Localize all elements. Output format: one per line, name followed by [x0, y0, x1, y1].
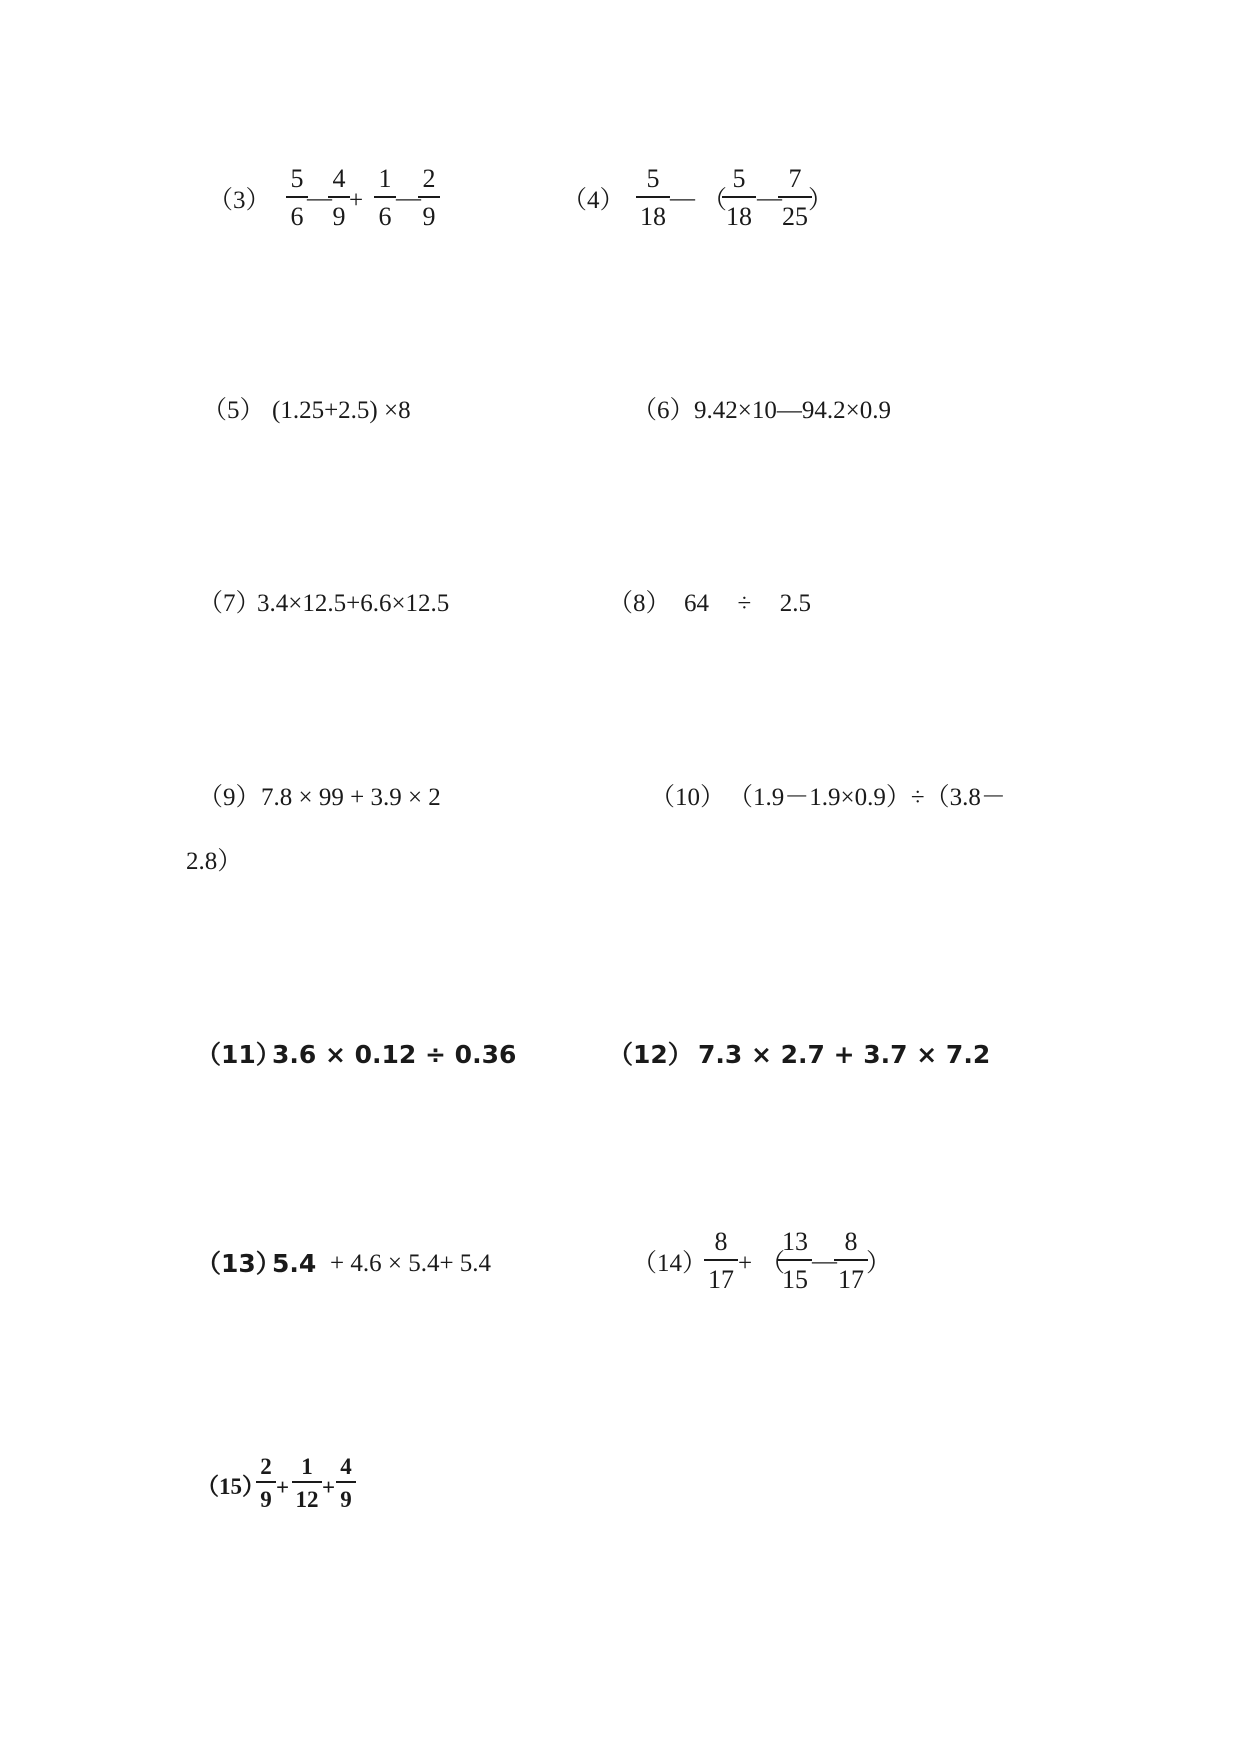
problem-8-label: （8） — [608, 590, 671, 617]
minus-sign: — — [812, 1248, 837, 1275]
problem-7-expression: 3.4×12.5+6.6×12.5 — [257, 590, 450, 617]
fraction: 5 18 — [722, 166, 756, 230]
problem-10-label: （10） — [650, 784, 726, 811]
plus-sign: + — [276, 1475, 290, 1500]
close-paren: ） — [866, 1250, 892, 1277]
plus-sign: + — [349, 187, 364, 214]
problem-9-label: （9） — [198, 784, 261, 811]
problem-15-label: （15） — [196, 1474, 265, 1499]
fraction: 1 6 — [374, 166, 396, 230]
problem-4-label: （4） — [562, 187, 625, 214]
fraction: 8 17 — [834, 1229, 868, 1293]
problem-12-label: （12） — [608, 1040, 693, 1069]
minus-sign: — — [307, 185, 332, 212]
problem-5-expression: (1.25+2.5) ×8 — [272, 397, 411, 424]
fraction: 8 17 — [704, 1229, 738, 1293]
problem-3-label: （3） — [208, 187, 271, 214]
fraction: 4 9 — [336, 1455, 356, 1511]
fraction: 13 15 — [778, 1229, 812, 1293]
problem-6-label: （6） — [632, 397, 695, 424]
problem-10-expression: （1.9－1.9×0.9）÷（3.8－ — [728, 784, 1006, 811]
problem-9-expression: 7.8 × 99 + 3.9 × 2 — [261, 784, 441, 811]
fraction: 5 18 — [636, 166, 670, 230]
problem-13-label: （13） — [196, 1249, 281, 1278]
problem-8-expression: 64 ÷ 2.5 — [684, 590, 811, 617]
open-paren: （ — [760, 1250, 786, 1277]
problem-10-continuation: 2.8） — [186, 848, 243, 875]
problem-11-expression: 3.6 × 0.12 ÷ 0.36 — [272, 1040, 517, 1069]
problem-12-expression: 7.3 × 2.7 + 3.7 × 7.2 — [698, 1040, 991, 1069]
fraction: 2 9 — [418, 166, 440, 230]
problem-14-label: （14） — [632, 1250, 708, 1277]
fraction: 1 12 — [292, 1455, 322, 1511]
fraction: 7 25 — [778, 166, 812, 230]
problem-6-expression: 9.42×10—94.2×0.9 — [694, 397, 891, 424]
plus-sign: + — [738, 1250, 753, 1277]
minus-sign: — — [396, 185, 421, 212]
problem-5-label: （5） — [202, 397, 265, 424]
problem-7-label: （7） — [198, 590, 261, 617]
plus-sign: + — [322, 1475, 336, 1500]
close-paren: ） — [808, 187, 834, 214]
fraction: 2 9 — [256, 1455, 276, 1511]
minus-sign: — — [670, 185, 695, 212]
minus-sign: — — [757, 185, 782, 212]
open-paren: （ — [702, 187, 728, 214]
problem-13-expression: + 4.6 × 5.4+ 5.4 — [330, 1250, 492, 1277]
problem-13-expression-bold: 5.4 — [272, 1249, 317, 1278]
fraction: 5 6 — [286, 166, 308, 230]
fraction: 4 9 — [328, 166, 350, 230]
problem-11-label: （11） — [196, 1040, 281, 1069]
